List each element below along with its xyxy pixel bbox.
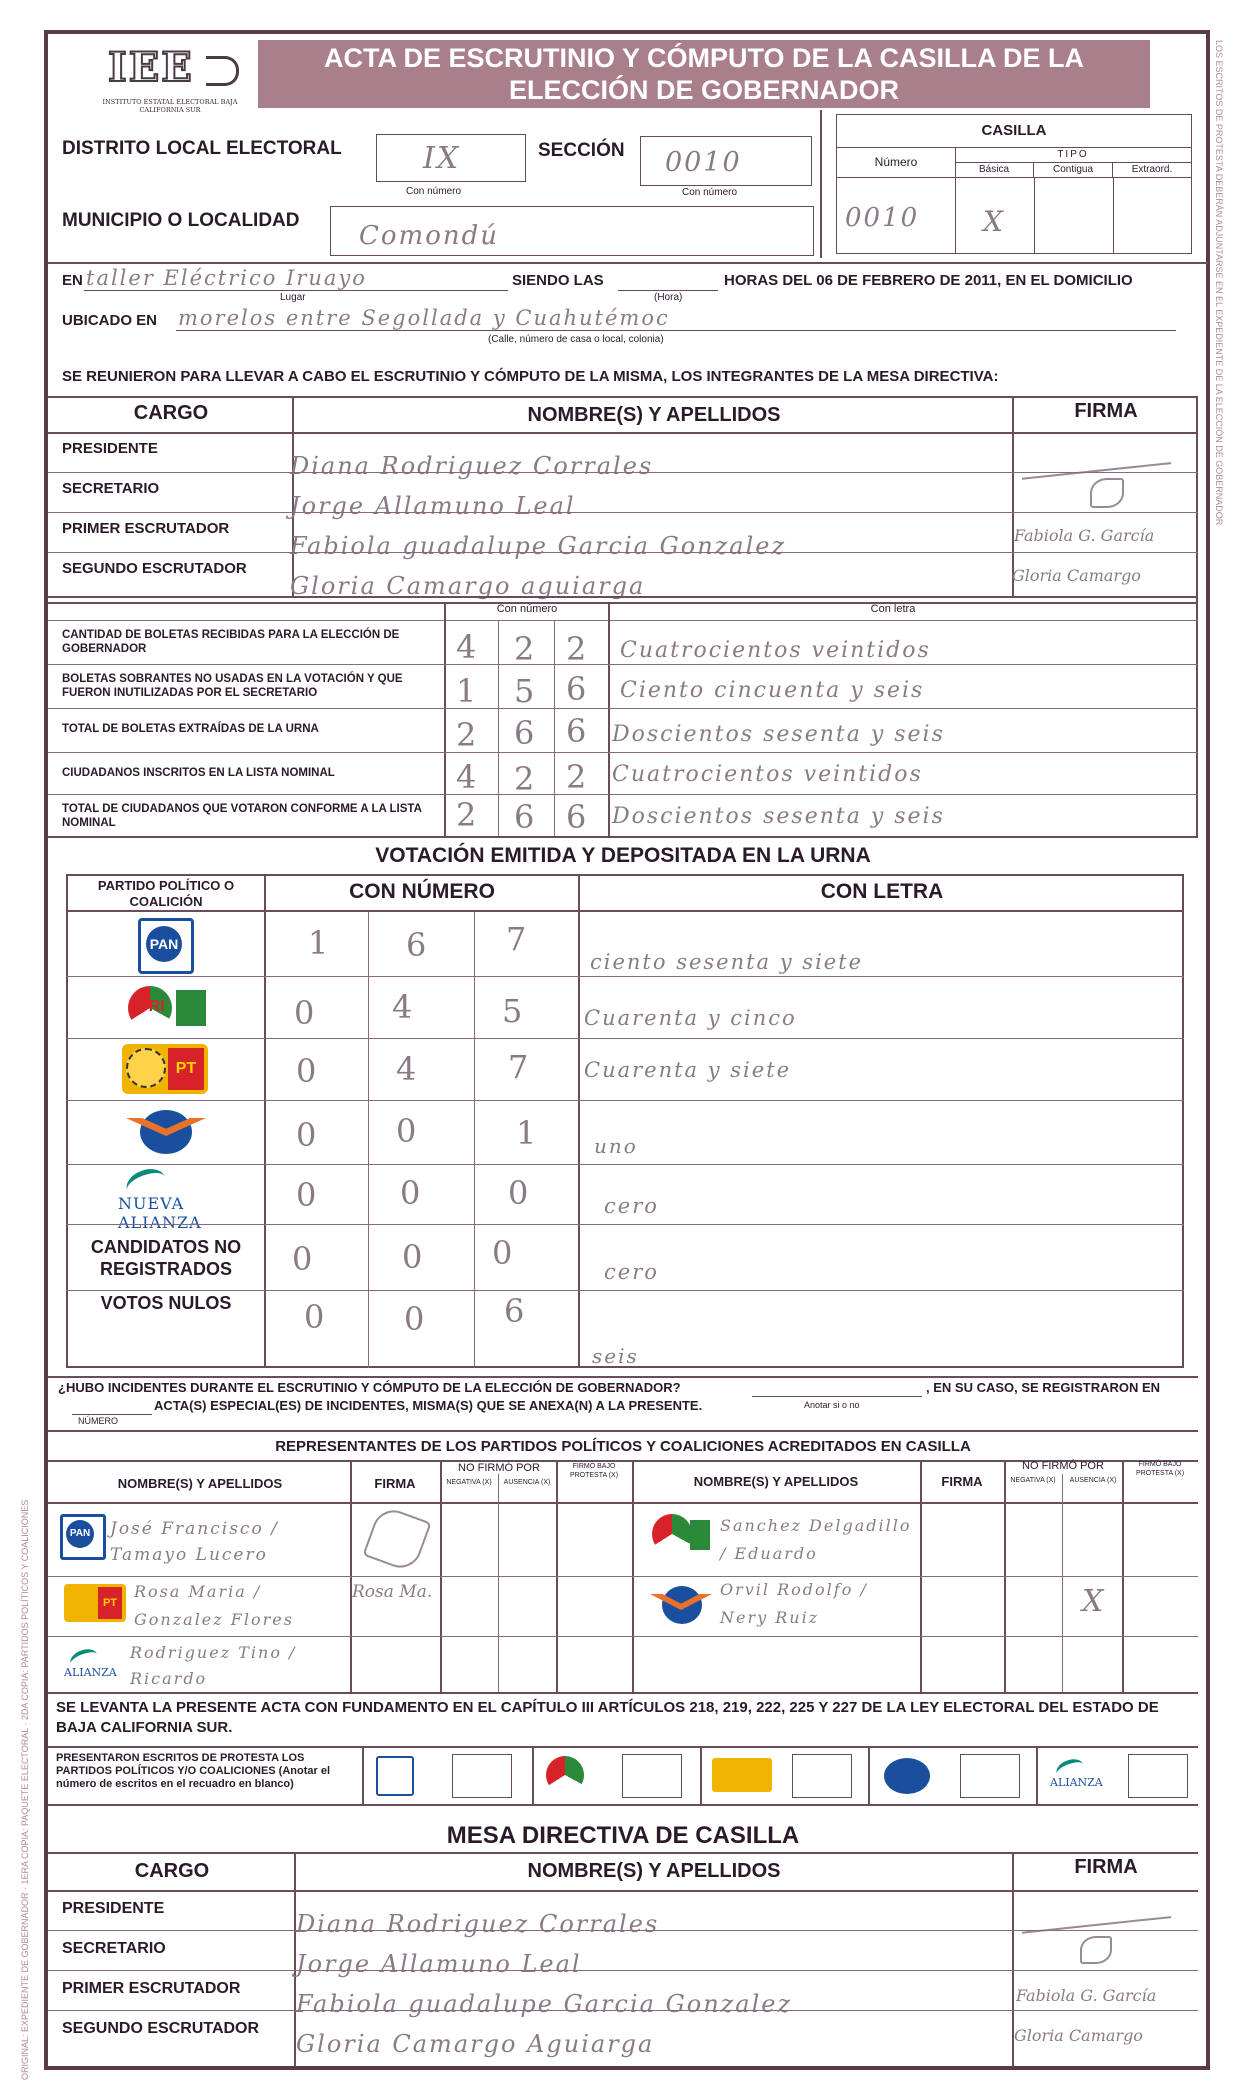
mesa2-row-secretario: SECRETARIO Jorge Allamuno Leal: [0, 1930, 1257, 1970]
mesa2-nombre-secretario[interactable]: Jorge Allamuno Leal: [296, 1950, 582, 1978]
mesa2-nombre-presidente[interactable]: Diana Rodriguez Corrales: [296, 1910, 660, 1938]
boletas-letra-extraidas[interactable]: Doscientos sesenta y seis: [612, 722, 945, 747]
boletas-row-sobrantes: BOLETAS SOBRANTES NO USADAS EN LA VOTACIÓN Y QUE FUERON INUTILIZADAS POR EL SECRETARIO 1 5 6 Ciento cincuenta y seis: [0, 664, 1257, 708]
mesa2-signature-segundo: Gloria Camargo: [1014, 2026, 1143, 2045]
casilla-numero-label: Número: [837, 147, 956, 178]
protesta-prs-box[interactable]: [960, 1754, 1020, 1798]
protesta-pri-box[interactable]: [622, 1754, 682, 1798]
mesa2-row-segundo: SEGUNDO ESCRUTADOR Gloria Camargo Aguiarga Gloria Camargo: [62, 2020, 1143, 2058]
votacion-letra-pan[interactable]: ciento sesenta y siete: [590, 950, 864, 974]
distrito-label: DISTRITO LOCAL ELECTORAL: [62, 138, 342, 159]
distrito-hint: Con número: [406, 186, 462, 197]
mesa1-nombre-secretario[interactable]: Jorge Allamuno Leal: [290, 492, 576, 520]
rep-left-no-firmo: NO FIRMÓ POR: [458, 1462, 540, 1474]
nueva-alianza-logo-icon: [118, 1170, 214, 1232]
rep-pan-icon: PAN: [60, 1514, 106, 1560]
signature-secretario: [1090, 478, 1124, 508]
boletas-con-numero: Con número: [496, 603, 558, 615]
incidentes-numero-hint: NÚMERO: [78, 1416, 118, 1426]
rep-nombre-prd[interactable]: Rosa Maria / Gonzalez Flores: [134, 1582, 294, 1629]
rep-left-nombre-header: NOMBRE(S) Y APELLIDOS: [117, 1476, 283, 1491]
ubicado-hint: (Calle, número de casa o local, colonia): [488, 334, 664, 345]
mesa1-nombre-primer[interactable]: Fabiola guadalupe Garcia Gonzalez: [290, 532, 787, 560]
incidentes-answer-field[interactable]: [752, 1396, 922, 1397]
rep-prd-pt-icon: PT: [64, 1584, 126, 1622]
rep-nueva-alianza-icon: ALIANZA: [64, 1650, 126, 1684]
votacion-letra-prd[interactable]: Cuarenta y siete: [584, 1058, 792, 1082]
votacion-title: VOTACIÓN EMITIDA Y DEPOSITADA EN LA URNA: [375, 844, 871, 867]
boletas-con-letra: Con letra: [870, 603, 916, 615]
rep-right-no-firmo: NO FIRMÓ POR: [1022, 1460, 1104, 1472]
distrito-value: IX: [423, 141, 461, 176]
mesa1-row-presidente: PRESIDENTE Diana Rodriguez Corrales: [0, 432, 1257, 472]
votacion-row-prd: PT 0 4 7 Cuarenta y siete: [0, 1038, 1257, 1100]
rep-nombre-pan[interactable]: José Francisco / Tamayo Lucero: [110, 1519, 279, 1565]
signature-segundo: Gloria Camargo: [1012, 566, 1141, 585]
side-note-right: LOS ESCRITOS DE PROTESTA DEBERÁN ADJUNTARSE EN EL EXPEDIENTE DE LA ELECCIÓN DE GOBERNADOR: [1214, 40, 1224, 526]
municipio-label: MUNICIPIO O LOCALIDAD: [62, 210, 300, 231]
protesta-prd-box[interactable]: [792, 1754, 852, 1798]
mesa1-nombre-header: NOMBRE(S) Y APELLIDOS: [527, 404, 781, 426]
horas-text: HORAS DEL 06 DE FEBRERO DE 2011, EN EL DOMICILIO: [724, 272, 1133, 289]
votacion-letra-pri[interactable]: Cuarenta y cinco: [584, 1006, 797, 1030]
rep-right-firma-header: FIRMA: [941, 1474, 983, 1489]
prd-pt-logo-icon: PT: [122, 1044, 208, 1094]
casilla-tipo-label: TIPO: [955, 147, 1191, 163]
mesa2-nombre-header: NOMBRE(S) Y APELLIDOS: [527, 1860, 781, 1882]
incidentes-line2: ACTA(S) ESPECIAL(ES) DE INCIDENTES, MISMA(S) QUE SE ANEXA(N) A LA PRESENTE.: [154, 1398, 703, 1413]
seccion-label: SECCIÓN: [538, 140, 625, 161]
casilla-title: CASILLA: [837, 115, 1191, 148]
siendo-label: SIENDO LAS: [512, 272, 604, 289]
rep-signature-prd: Rosa Ma.: [352, 1582, 433, 1602]
protesta-nueva-alianza-icon: ALIANZA: [1050, 1760, 1112, 1794]
rep-nombre-nueva-alianza[interactable]: Rodriguez Tino / Ricardo: [130, 1643, 297, 1688]
boletas-letra-sobrantes[interactable]: Ciento cincuenta y seis: [620, 678, 925, 703]
votacion-letra-prs[interactable]: uno: [594, 1134, 638, 1158]
casilla-numero-value: 0010: [845, 203, 920, 233]
municipio-field[interactable]: [330, 206, 814, 256]
incidentes-question: ¿HUBO INCIDENTES DURANTE EL ESCRUTINIO Y CÓMPUTO DE LA ELECCIÓN DE GOBERNADOR?: [58, 1380, 681, 1395]
logo-swoosh-icon: [206, 56, 239, 86]
protesta-pan-box[interactable]: [452, 1754, 512, 1798]
incidentes-anotar: Anotar si o no: [804, 1400, 860, 1410]
ubicado-value[interactable]: morelos entre Segollada y Cuahutémoc: [178, 306, 670, 330]
protesta-prs-icon: [884, 1758, 930, 1794]
votacion-col-numero: CON NÚMERO: [349, 880, 495, 903]
casilla-basica-mark: X: [983, 205, 1005, 238]
rep-nombre-pri[interactable]: Sanchez Delgadillo / Eduardo: [720, 1516, 912, 1563]
protesta-nueva-alianza-box[interactable]: [1128, 1754, 1188, 1798]
votacion-col-partido: PARTIDO POLÍTICO O COALICIÓN: [97, 878, 235, 909]
distrito-field[interactable]: [376, 134, 526, 182]
votacion-letra-nulos[interactable]: seis: [592, 1344, 639, 1368]
mesa2-firma-header: FIRMA: [1074, 1856, 1138, 1878]
mesa2-row-primer: PRIMER ESCRUTADOR Fabiola guadalupe Garcia Gonzalez Fabiola G. García: [0, 1970, 1257, 2010]
votacion-row-pan: PAN 1 6 7 ciento sesenta y siete: [0, 910, 1257, 976]
mesa2-cargo-header: CARGO: [134, 1860, 210, 1882]
mesa1-cargo-header: CARGO: [133, 402, 209, 424]
boletas-row-inscritos: CIUDADANOS INSCRITOS EN LA LISTA NOMINAL 4 2 2 Cuatrocientos veintidos: [0, 752, 1257, 794]
seccion-hint: Con número: [682, 187, 738, 198]
pri-pvem-logo-icon: PRI: [128, 986, 208, 1030]
mesa2-signature-primer: Fabiola G. García: [1016, 1986, 1157, 2005]
seccion-field[interactable]: [640, 136, 812, 186]
mesa2-signature-presidente: [1019, 1888, 1171, 1934]
side-note-left: ORIGINAL: EXPEDIENTE DE GOBERNADOR · 1ERA COPIA: PAQUETE ELECTORAL · 2DA COPIA: PARTIDOS POLÍTICOS Y COALICIONES: [20, 1499, 30, 2080]
casilla-box: [836, 114, 1192, 254]
boletas-row-recibidas: CANTIDAD DE BOLETAS RECIBIDAS PARA LA ELECCIÓN DE GOBERNADOR 4 2 2 Cuatrocientos veintidos: [0, 620, 1257, 664]
mesa2-signature-secretario: [1080, 1936, 1112, 1964]
votacion-row-nulos: VOTOS NULOS 0 0 6 seis: [100, 1292, 639, 1368]
protesta-text: PRESENTARON ESCRITOS DE PROTESTA LOS PARTIDOS POLÍTICOS Y/O COALICIONES (Anotar el número de escritos en el recuadro en blanco): [56, 1752, 331, 1790]
rep-pri-pvem-icon: [652, 1514, 710, 1556]
lugar-hint: Lugar: [280, 292, 306, 303]
boletas-row-extraidas: TOTAL DE BOLETAS EXTRAÍDAS DE LA URNA 2 6 6 Doscientos sesenta y seis: [0, 708, 1257, 752]
mesa1-row-segundo: SEGUNDO ESCRUTADOR Gloria Camargo aguiarga Gloria Camargo: [62, 560, 1141, 600]
mesa1-row-secretario: SECRETARIO Jorge Allamuno Leal: [0, 472, 1257, 512]
mesa2-row-presidente: PRESIDENTE Diana Rodriguez Corrales: [0, 1890, 1257, 1930]
incidentes-numero-field[interactable]: [72, 1414, 152, 1415]
document-title: [258, 40, 1150, 108]
reunieron-text: SE REUNIERON PARA LLEVAR A CABO EL ESCRUTINIO Y CÓMPUTO DE LA MISMA, LOS INTEGRANTES DE LA MESA DIRECTIVA:: [62, 368, 999, 385]
rep-right-nombre-header: NOMBRE(S) Y APELLIDOS: [693, 1474, 859, 1489]
mesa1-nombre-segundo[interactable]: Gloria Camargo aguiarga: [290, 572, 646, 600]
votacion-letra-no-registrados[interactable]: cero: [604, 1260, 659, 1284]
boletas-letra-votaron[interactable]: Doscientos sesenta y seis: [612, 804, 945, 829]
protesta-pan-icon: [376, 1756, 414, 1796]
mesa2-title: MESA DIRECTIVA DE CASILLA: [446, 1822, 800, 1849]
rep-nombre-prs[interactable]: Orvil Rodolfo / Nery Ruiz: [720, 1580, 868, 1627]
fundamento-text: SE LEVANTA LA PRESENTE ACTA CON FUNDAMENTO EN EL CAPÍTULO III ARTÍCULOS 218, 219, 222, 225 Y 227 DE LA LEY ELECTORAL DEL ESTADO DE BAJA CALIFORNIA SUR.: [56, 1699, 1159, 1736]
tipo-contigua: Contigua: [1034, 162, 1113, 178]
seccion-value: 0010: [665, 147, 742, 178]
rep-prs-icon: [650, 1584, 712, 1628]
ubicado-label: UBICADO EN: [62, 312, 158, 329]
title-line-2: ELECCIÓN DE GOBERNADOR: [508, 75, 900, 105]
pan-logo-icon: PAN: [138, 918, 194, 974]
mesa2-nombre-primer[interactable]: Fabiola guadalupe Garcia Gonzalez: [296, 1990, 793, 2018]
header-divider: [820, 110, 822, 258]
title-line-1: ACTA DE ESCRUTINIO Y CÓMPUTO DE LA CASILLA DE LA: [323, 43, 1085, 73]
rep-left-firma-header: FIRMA: [374, 1476, 416, 1491]
lugar-value[interactable]: taller Eléctrico Iruayo: [86, 266, 367, 290]
iee-logo: [96, 44, 244, 114]
boletas-letra-recibidas[interactable]: Cuatrocientos veintidos: [620, 638, 931, 663]
en-label: EN: [62, 272, 83, 289]
municipio-value: Comondú: [359, 221, 499, 251]
boletas-letra-inscritos[interactable]: Cuatrocientos veintidos: [612, 762, 923, 787]
representantes-title: REPRESENTANTES DE LOS PARTIDOS POLÍTICOS Y COALICIONES ACREDITADOS EN CASILLA: [275, 1438, 971, 1455]
prs-logo-icon: [126, 1106, 206, 1158]
logo-subtitle: INSTITUTO ESTATAL ELECTORAL BAJA CALIFORNIA SUR: [102, 98, 238, 114]
mesa1-row-primer: PRIMER ESCRUTADOR Fabiola guadalupe Garcia Gonzalez Fabiola G. García: [0, 512, 1257, 552]
votacion-row-pri: PRI 0 4 5 Cuarenta y cinco: [0, 976, 1257, 1038]
mesa2-nombre-segundo[interactable]: Gloria Camargo Aguiarga: [296, 2030, 655, 2058]
incidentes-tail: , EN SU CASO, SE REGISTRARON EN: [926, 1380, 1161, 1395]
votacion-col-letra: CON LETRA: [820, 880, 944, 903]
tipo-extraordinaria: Extraord.: [1113, 162, 1191, 178]
signature-primer: Fabiola G. García: [1014, 526, 1155, 545]
protesta-prd-icon: [712, 1758, 772, 1792]
hora-field[interactable]: [618, 290, 718, 291]
votacion-row-nueva-alianza: NUEVA ALIANZA 0 0 0 cero: [0, 1164, 1257, 1224]
hora-hint: (Hora): [654, 292, 683, 303]
mesa1-firma-header: FIRMA: [1074, 400, 1138, 422]
nueva-alianza-text: NUEVA ALIANZA: [118, 1194, 202, 1232]
mesa1-nombre-presidente[interactable]: Diana Rodriguez Corrales: [290, 452, 654, 480]
boletas-row-votaron: TOTAL DE CIUDADANOS QUE VOTARON CONFORME A LA LISTA NOMINAL 2 6 6 Doscientos sesenta y seis: [62, 796, 945, 836]
votacion-row-prs: 0 0 1 uno: [0, 1100, 1257, 1164]
protesta-pri-icon: [546, 1756, 584, 1794]
rep-prs-ausencia-mark[interactable]: X: [1082, 1584, 1106, 1619]
votacion-row-no-registrados: CANDIDATOS NO REGISTRADOS 0 0 0 cero: [0, 1224, 1257, 1290]
logo-text: IEE: [108, 44, 194, 91]
tipo-basica: Básica: [955, 162, 1034, 178]
votacion-letra-nueva-alianza[interactable]: cero: [604, 1194, 659, 1218]
